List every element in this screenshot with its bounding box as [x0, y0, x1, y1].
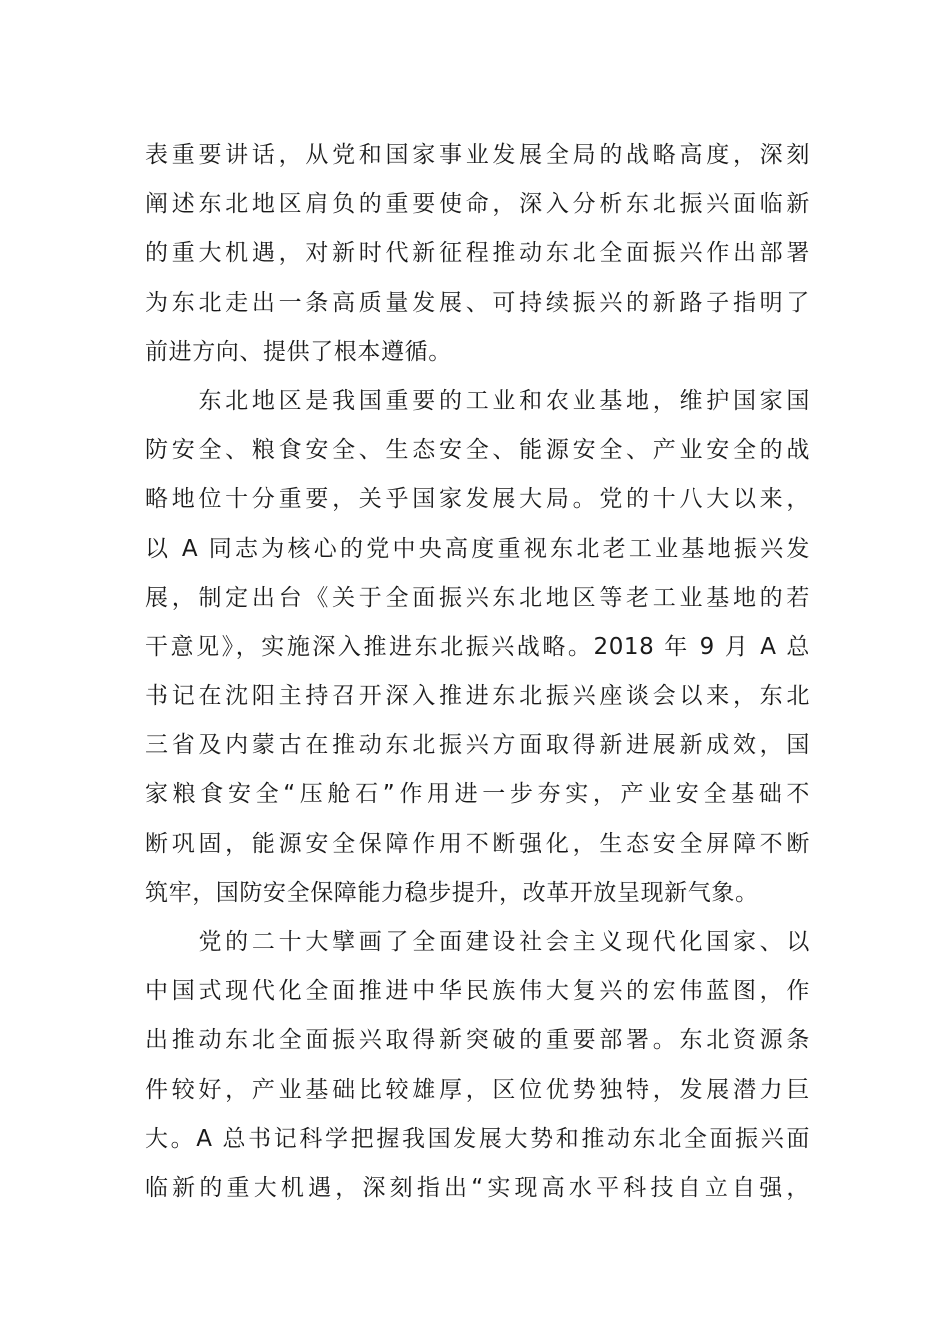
text-line: 筑牢，国防安全保障能力稳步提升，改革开放呈现新气象。: [145, 879, 759, 906]
text-line: 件较好，产业基础比较雄厚，区位优势独特，发展潜力巨: [145, 1076, 810, 1103]
text-line: 东北地区是我国重要的工业和农业基地，维护国家国: [145, 387, 810, 414]
text-line: 书记在沈阳主持召开深入推进东北振兴座谈会以来，东北: [145, 683, 810, 710]
paragraph-3: [145, 918, 810, 1213]
text-line: 略地位十分重要，关乎国家发展大局。党的十八大以来，: [145, 486, 810, 513]
text-line: 中国式现代化全面推进中华民族伟大复兴的宏伟蓝图，作: [145, 978, 810, 1005]
text-line: 断巩固，能源安全保障作用不断强化，生态安全屏障不断: [145, 830, 810, 857]
text-line: 临新的重大机遇，深刻指出“实现高水平科技自立自强，: [145, 1174, 810, 1201]
text-line: 家粮食安全“压舱石”作用进一步夯实，产业安全基础不: [145, 781, 810, 808]
text-line: 表重要讲话，从党和国家事业发展全局的战略高度，深刻: [145, 142, 810, 168]
paragraph-2: [145, 377, 810, 918]
text-line: 展，制定出台《关于全面振兴东北地区等老工业基地的若: [145, 584, 810, 611]
text-line: 的重大机遇，对新时代新征程推动东北全面振兴作出部署: [145, 240, 810, 267]
text-line: 干意见》，实施深入推进东北振兴战略。2018 年 9 月 A 总: [145, 633, 810, 660]
text-line: 三省及内蒙古在推动东北振兴方面取得新进展新成效，国: [145, 732, 810, 759]
text-line: 以 A 同志为核心的党中央高度重视东北老工业基地振兴发: [145, 535, 810, 562]
text-line: 出推动东北全面振兴取得新突破的重要部署。东北资源条: [145, 1027, 810, 1054]
text-line: 阐述东北地区肩负的重要使命，深入分析东北振兴面临新: [145, 191, 810, 218]
text-line: 为东北走出一条高质量发展、可持续振兴的新路子指明了: [145, 289, 810, 316]
body-text: [145, 131, 810, 1213]
text-line: 党的二十大擘画了全面建设社会主义现代化国家、以: [145, 929, 810, 955]
paragraph-1: [145, 131, 810, 377]
text-line: 防安全、粮食安全、生态安全、能源安全、产业安全的战: [145, 437, 810, 464]
text-line: 前进方向、提供了根本遵循。: [145, 338, 452, 365]
text-line: 大。A 总书记科学把握我国发展大势和推动东北全面振兴面: [145, 1125, 810, 1152]
